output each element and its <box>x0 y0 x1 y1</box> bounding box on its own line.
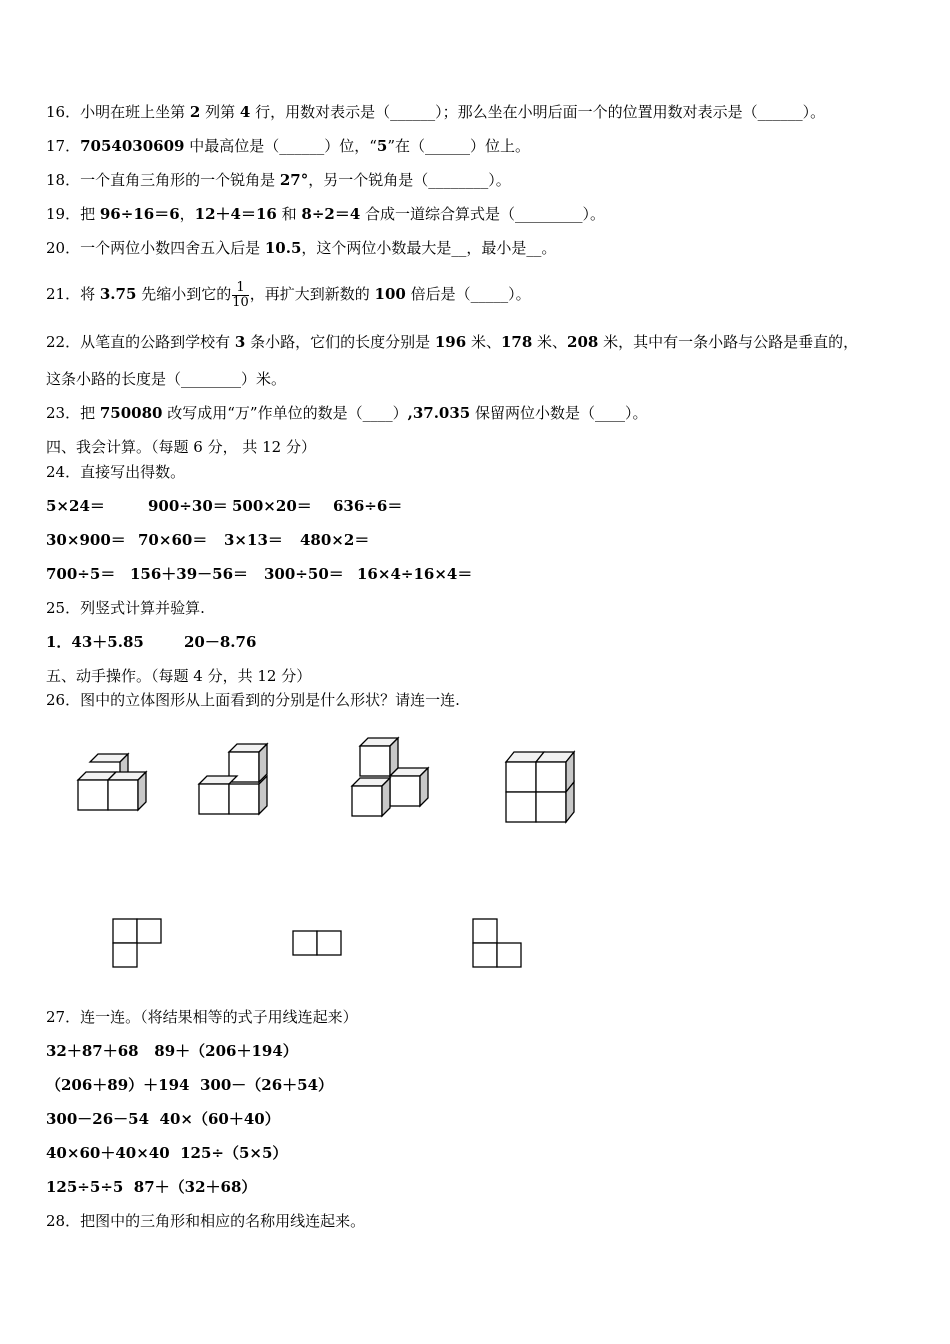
calc-item: 156＋39－56＝ <box>130 565 249 583</box>
square <box>473 943 497 967</box>
question-21: 21．将 3.75 先缩小到它的 $\frac{1}{10}$ ，再扩大到新数的 100 倍后是（_____）。 <box>46 279 531 310</box>
calc-item: 700÷5＝ <box>46 565 116 583</box>
question-25-title: 25．列竖式计算并验算. <box>46 599 205 617</box>
calc-item: 500×20＝ <box>232 497 312 515</box>
square <box>473 919 497 943</box>
square <box>317 931 341 955</box>
section-4-title: 四、我会计算。（每题 6 分， 共 12 分） <box>46 438 316 456</box>
question-16: 16．小明在班上坐第 2 列第 4 行，用数对表示是（______）；那么坐在小明后面一个的位置用数对表示是（______）。 <box>46 103 826 121</box>
question-28-title: 28．把图中的三角形和相应的名称用线连起来。 <box>46 1212 366 1230</box>
match-row: （206＋89）＋194 300－（26＋54） <box>46 1076 334 1094</box>
top-view-shape-2 <box>290 928 346 958</box>
match-row: 300－26－54 40×（60＋40） <box>46 1110 280 1128</box>
question-27-title: 27．连一连。（将结果相等的式子用线连起来） <box>46 1008 358 1026</box>
calc-item: 5×24＝ <box>46 497 105 515</box>
cube-face <box>506 762 536 792</box>
cube-face <box>536 762 566 792</box>
cube-face <box>78 780 108 810</box>
square <box>137 919 161 943</box>
calc-item: 70×60＝ <box>138 531 208 549</box>
question-20: 20．一个两位小数四舍五入后是 10.5，这个两位小数最大是__，最小是__。 <box>46 239 557 257</box>
cube-face <box>108 780 138 810</box>
solid-figure-3 <box>344 730 444 822</box>
calc-item: 300÷50＝ <box>264 565 344 583</box>
cube-face <box>506 792 536 822</box>
section-5-title: 五、动手操作。（每题 4 分，共 12 分） <box>46 667 312 685</box>
question-22-line-2: 这条小路的长度是（________）米。 <box>46 370 287 388</box>
question-18: 18．一个直角三角形的一个锐角是 27°，另一个锐角是（________）。 <box>46 171 511 189</box>
match-row: 125÷5÷5 87＋（32＋68） <box>46 1178 257 1196</box>
cube-face <box>352 786 382 816</box>
cube-face <box>390 776 420 806</box>
question-23: 23．把 750080 改写成用“万”作单位的数是（____）,37.035 保留两位小数是（____）。 <box>46 404 648 422</box>
calc-item: 636÷6＝ <box>333 497 403 515</box>
question-17: 17．7054030609 中最高位是（______）位，“5”在（______）位上。 <box>46 137 531 155</box>
square <box>113 943 137 967</box>
calc-item: 900÷30＝ <box>148 497 228 515</box>
calc-item: 30×900＝ <box>46 531 126 549</box>
square <box>497 943 521 967</box>
top-view-shape-1 <box>110 916 166 970</box>
cube-face <box>536 792 566 822</box>
cube-face <box>229 784 259 814</box>
square <box>293 931 317 955</box>
solid-figure-1 <box>70 752 160 822</box>
fraction-one-tenth: $\frac{1}{10}$ <box>232 279 249 310</box>
question-19: 19．把 96÷16＝6，12＋4＝16 和 8÷2＝4 合成一道综合算式是（_________）。 <box>46 205 606 223</box>
solid-figure-4 <box>498 744 588 828</box>
calc-item: 3×13＝ <box>224 531 283 549</box>
top-view-shape-3 <box>470 916 526 970</box>
square <box>113 919 137 943</box>
calc-item: 1．43＋5.85 <box>46 633 144 651</box>
calc-item: 480×2＝ <box>300 531 370 549</box>
match-row: 40×60＋40×40 125÷（5×5） <box>46 1144 288 1162</box>
question-24-title: 24．直接写出得数。 <box>46 463 186 481</box>
cube-face <box>360 746 390 776</box>
question-26-title: 26．图中的立体图形从上面看到的分别是什么形状？请连一连. <box>46 691 460 709</box>
calc-item: 20－8.76 <box>184 633 257 651</box>
calc-item: 16×4÷16×4＝ <box>357 565 473 583</box>
cube-face <box>199 784 229 814</box>
cube-face <box>199 776 237 784</box>
solid-figure-2 <box>192 736 282 826</box>
match-row: 32＋87＋68 89＋（206＋194） <box>46 1042 298 1060</box>
question-22: 22．从笔直的公路到学校有 3 条小路，它们的长度分别是 196 米、178 米、208 米，其中有一条小路与公路是垂直的， <box>46 333 859 351</box>
